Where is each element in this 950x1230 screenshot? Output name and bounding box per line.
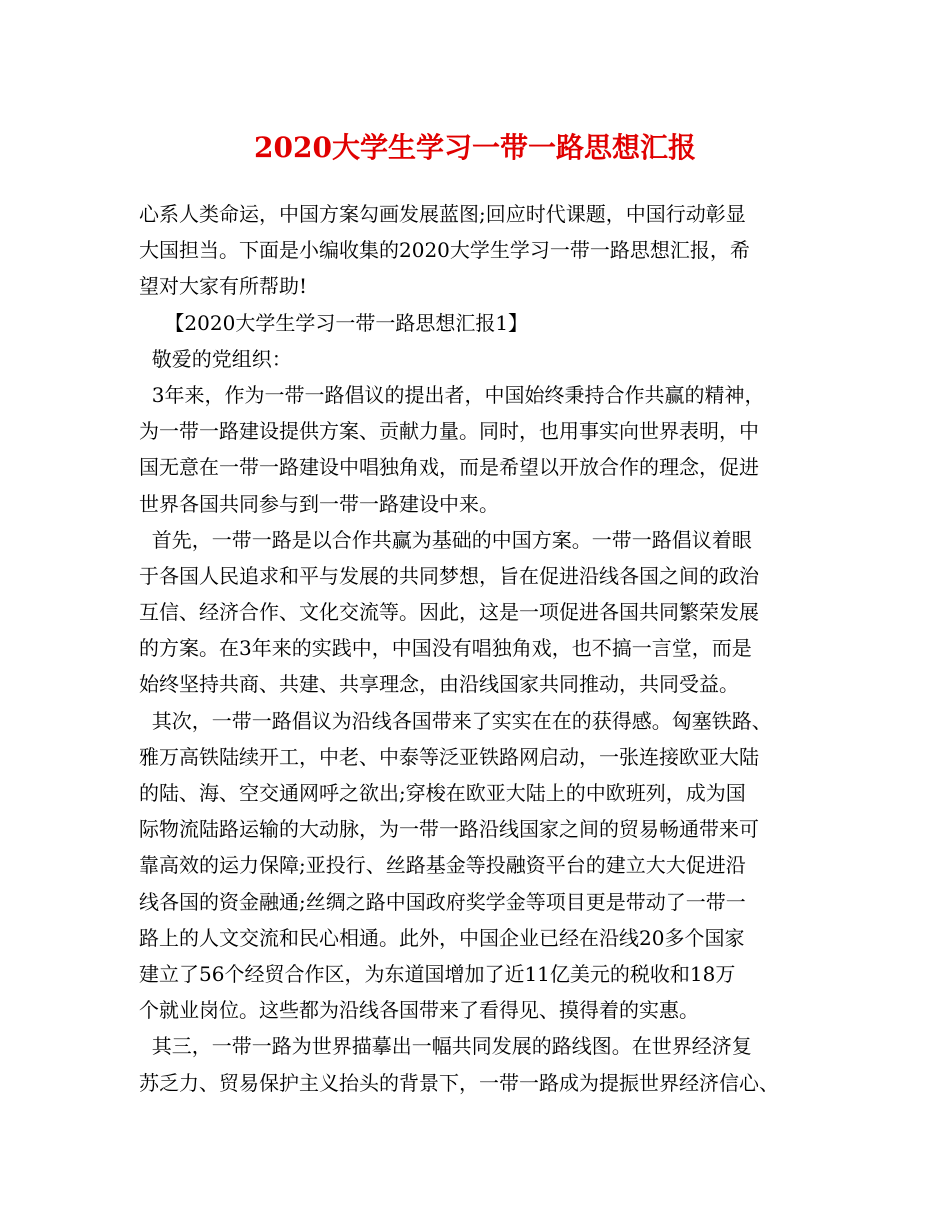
document-body: [139, 196, 819, 1101]
body-line: 为一带一路建设提供方案、贡献力量。同时，也用事实向世界表明，中: [139, 419, 759, 444]
body-line: 的陆、海、空交通网呼之欲出;穿梭在欧亚大陆上的中欧班列，成为国: [139, 781, 746, 805]
body-line: 始终坚持共商、共建、共享理念，由沿线国家共同推动，共同受益。: [139, 672, 739, 697]
body-line: 个就业岗位。这些都为沿线各国带来了看得见、摸得着的实惠。: [139, 998, 699, 1023]
body-line: 大国担当。下面是小编收集的2020大学生学习一带一路思想汇报，希: [139, 238, 750, 263]
body-line: 首先，一带一路是以合作共赢为基础的中国方案。一带一路倡议着眼: [139, 527, 752, 552]
document-title: 2020大学生学习一带一路思想汇报: [254, 131, 696, 164]
body-line: 苏乏力、贸易保护主义抬头的背景下，一带一路成为提振世界经济信心、: [139, 1070, 779, 1095]
body-line: 际物流陆路运输的大动脉，为一带一路沿线国家之间的贸易畅通带来可: [139, 817, 759, 842]
salutation: 敬爱的党组织：: [139, 346, 292, 371]
body-line: 雅万高铁陆续开工，中老、中泰等泛亚铁路网启动，一张连接欧亚大陆: [139, 744, 759, 769]
body-line: 于各国人民追求和平与发展的共同梦想，旨在促进沿线各国之间的政治: [139, 563, 759, 588]
body-line: 望对大家有所帮助!: [139, 274, 308, 299]
body-line: 的方案。在3年来的实践中，中国没有唱独角戏，也不搞一言堂，而是: [139, 636, 752, 661]
body-line: 互信、经济合作、文化交流等。因此，这是一项促进各国共同繁荣发展: [139, 600, 759, 625]
body-line: 其次，一带一路倡议为沿线各国带来了实实在在的获得感。匈塞铁路、: [139, 708, 772, 733]
body-line: 国无意在一带一路建设中唱独角戏，而是希望以开放合作的理念，促进: [139, 455, 759, 480]
body-line: 靠高效的运力保障;亚投行、丝路基金等投融资平台的建立大大促进沿: [139, 853, 746, 878]
section-heading: 【2020大学生学习一带一路思想汇报1】: [139, 310, 529, 335]
body-line: 线各国的资金融通;丝绸之路中国政府奖学金等项目更是带动了一带一: [139, 889, 746, 914]
body-line: 3年来，作为一带一路倡议的提出者，中国始终秉持合作共赢的精神，: [139, 382, 765, 407]
body-line: 其三，一带一路为世界描摹出一幅共同发展的路线图。在世界经济复: [139, 1034, 752, 1059]
body-line: 世界各国共同参与到一带一路建设中来。: [139, 491, 499, 516]
body-line: 心系人类命运，中国方案勾画发展蓝图;回应时代课题，中国行动彰显: [139, 202, 746, 226]
body-line: 建立了56个经贸合作区，为东道国增加了近11亿美元的税收和18万: [139, 961, 736, 986]
body-line: 路上的人文交流和民心相通。此外，中国企业已经在沿线20多个国家: [139, 925, 745, 950]
